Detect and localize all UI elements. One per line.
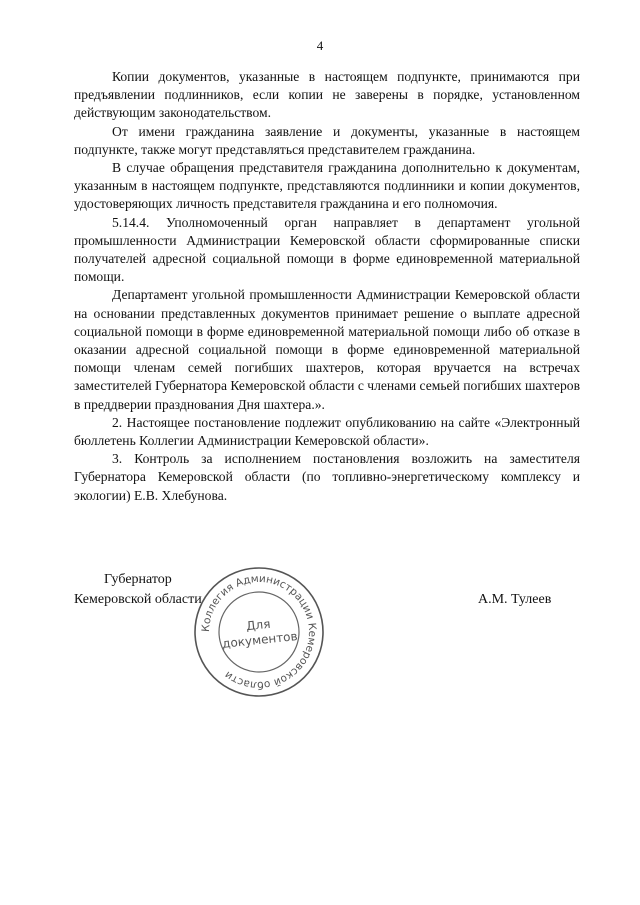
stamp-center-line2: документов [221,629,299,651]
paragraph: В случае обращения представителя гражданина дополнительно к документам, указанным в настоящем подпункте, представляются подлинники и копии документов, удостоверяющих личность представителя гражданина и его полномочия. [74,160,580,212]
page-number: 4 [316,38,324,53]
stamp-ring-text: Коллегия Администрации Кемеровской области [199,572,319,692]
signatory-title-line1: Губернатор [104,572,172,587]
paragraph: Департамент угольной промышленности Администрации Кемеровской области на основании представленных документов принимает решение о выплате адресной социальной помощи в форме единовременной материальной помощи либо об отказе в оказании адресной социальной помощи в форме единовременной материальной помощи членам семей погибших шахтеров, которая вручается на встречах заместителей Губернатора Кемеровской области с членами семьей погибших шахтеров в преддверии празднования Дня шахтера.». [74,287,580,412]
paragraph: 5.14.4. Уполномоченный орган направляет в департамент угольной промышленности Администрации Кемеровской области сформированные списки получателей адресной социальной помощи в форме единовременной материальной помощи. [74,214,580,285]
official-stamp [192,565,326,699]
paragraph: От имени гражданина заявление и документы, указанные в настоящем подпункте, также могут представляться представителем гражданина. [74,123,580,157]
paragraph: Копии документов, указанные в настоящем подпункте, принимаются при предъявлении подлинников, если копии не заверены в порядке, установленном действующим законодательством. [74,69,580,121]
paragraph: 2. Настоящее постановление подлежит опубликованию на сайте «Электронный бюллетень Коллегии Администрации Кемеровской области». [74,414,580,449]
document-body [74,68,580,505]
signatory-title [74,570,202,610]
signatory-title-line2: Кемеровской области [74,592,202,607]
stamp-center-line1: Для [245,616,272,634]
paragraph: 3. Контроль за исполнением постановления возложить на заместителя Губернатора Кемеровской области (по топливно-энергетическому комплексу и экологии) Е.В. Хлебунова. [74,451,580,503]
signatory-name: А.М. Тулеев [478,592,552,607]
